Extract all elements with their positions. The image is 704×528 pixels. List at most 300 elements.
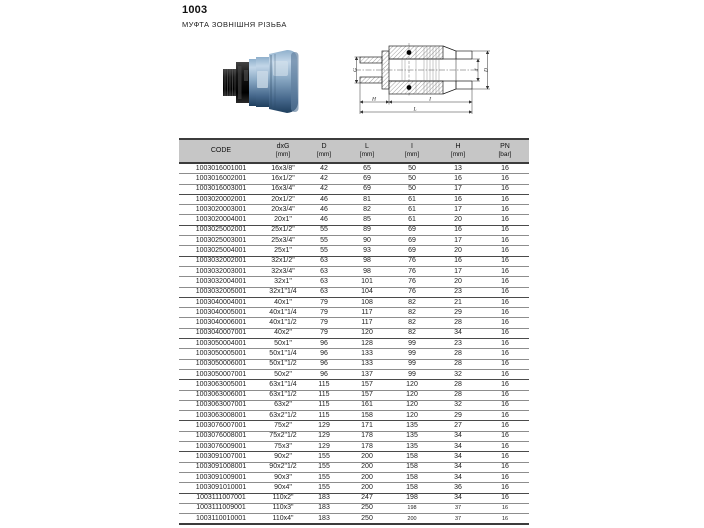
cell-value: 183 <box>318 514 330 522</box>
cell-value: 37 <box>454 515 462 522</box>
cell-value: 16 <box>481 493 529 503</box>
table-row <box>179 493 529 503</box>
cell-value: 16 <box>481 184 529 194</box>
cell-value: 79 <box>303 308 345 318</box>
cell-value: 82 <box>389 328 435 338</box>
cell-value: 16 <box>481 369 529 379</box>
cell-value: 115 <box>303 400 345 410</box>
cell-value: 117 <box>345 318 389 328</box>
cell-code: 1003050004001 <box>179 339 263 349</box>
table-row <box>179 225 529 235</box>
cell-value: 27 <box>435 421 481 431</box>
cell-value: 16 <box>481 215 529 225</box>
cell-value: 32x3/4" <box>263 266 303 276</box>
cell-value: 79 <box>303 297 345 307</box>
cell-value: 183 <box>303 503 345 513</box>
column-unit: [mm] <box>316 151 332 158</box>
cell-value: 16 <box>435 256 481 266</box>
column-unit: [mm] <box>450 151 466 158</box>
cell-value: 20x1/2" <box>263 194 303 204</box>
cell-value: 16x3/8" <box>263 163 303 174</box>
cell-value: 34 <box>435 452 481 462</box>
cell-value: 155 <box>303 472 345 482</box>
column-header-dxg <box>263 139 303 163</box>
cell-value: 23 <box>435 339 481 349</box>
cell-value: 34 <box>435 493 481 503</box>
dim-label-l: L <box>413 106 417 113</box>
cell-value: 17 <box>435 205 481 215</box>
cell-value: 90x3" <box>263 472 303 482</box>
table-row <box>179 318 529 328</box>
table-row <box>179 246 529 256</box>
cell-value: 16 <box>435 225 481 235</box>
cell-code: 1003091009001 <box>179 472 263 482</box>
cell-value: 63 <box>303 287 345 297</box>
cell-code: 1003076008001 <box>179 431 263 441</box>
cell-value: 82 <box>345 205 389 215</box>
cell-code: 1003032004001 <box>179 277 263 287</box>
cell-value: 20 <box>435 277 481 287</box>
cell-value: 55 <box>303 246 345 256</box>
cell-value: 16 <box>481 483 529 493</box>
cell-value: 20x1" <box>263 215 303 225</box>
cell-value: 155 <box>303 452 345 462</box>
cell-value: 32x1" <box>263 277 303 287</box>
cell-value: 200 <box>345 472 389 482</box>
cell-code: 1003016002001 <box>179 174 263 184</box>
cell-value: 69 <box>389 236 435 246</box>
cell-value: 32x1/2" <box>263 256 303 266</box>
table-body <box>179 163 529 524</box>
cell-value: 171 <box>345 421 389 431</box>
cell-value: 34 <box>435 431 481 441</box>
cell-value: 96 <box>303 359 345 369</box>
cell-value: 198 <box>389 503 435 513</box>
cell-value: 99 <box>389 369 435 379</box>
table-row <box>179 411 529 421</box>
cell-value: 120 <box>389 390 435 400</box>
cell-code: 1003063007001 <box>179 400 263 410</box>
cell-value: 93 <box>345 246 389 256</box>
cell-value: 115 <box>303 390 345 400</box>
cell-value: 50x1"1/4 <box>263 349 303 359</box>
cell-value: 89 <box>345 225 389 235</box>
table-row <box>179 174 529 184</box>
cell-value: 42 <box>303 174 345 184</box>
cell-value: 63x2"1/2 <box>263 411 303 421</box>
cell-value: 16 <box>481 174 529 184</box>
cell-value: 76 <box>389 256 435 266</box>
cell-value: 61 <box>389 205 435 215</box>
cell-value: 158 <box>389 472 435 482</box>
cell-value: 82 <box>389 308 435 318</box>
cell-value: 16 <box>481 411 529 421</box>
cell-value: 135 <box>389 421 435 431</box>
cell-value: 110x3" <box>263 503 303 513</box>
cell-value: 16 <box>481 349 529 359</box>
cell-code: 1003016001001 <box>179 163 263 174</box>
cell-value: 76 <box>389 287 435 297</box>
cell-code: 1003110010001 <box>195 514 247 522</box>
cell-value: 42 <box>303 184 345 194</box>
table-row <box>179 421 529 431</box>
cell-value: 16 <box>481 339 529 349</box>
cell-value: 96 <box>303 339 345 349</box>
cell-value: 76 <box>389 266 435 276</box>
table-row <box>179 462 529 472</box>
cell-value: 108 <box>345 297 389 307</box>
table-row <box>179 369 529 379</box>
cell-value: 34 <box>435 442 481 452</box>
cell-value: 40x2" <box>263 328 303 338</box>
cell-value: 155 <box>303 462 345 472</box>
cell-value: 133 <box>345 349 389 359</box>
cell-value: 16 <box>481 390 529 400</box>
cell-value: 16 <box>481 194 529 204</box>
cell-code: 1003025002001 <box>179 225 263 235</box>
column-label: D <box>321 143 327 150</box>
column-header-d <box>303 139 345 163</box>
table-row <box>179 163 529 174</box>
cell-value: 75x2" <box>263 421 303 431</box>
column-unit: [mm] <box>275 151 291 158</box>
table-row <box>179 503 529 513</box>
cell-value: 25x1" <box>263 246 303 256</box>
cell-value: 13 <box>435 163 481 174</box>
cell-value: 155 <box>303 483 345 493</box>
cell-value: 69 <box>389 225 435 235</box>
cell-value: 16x3/4" <box>263 184 303 194</box>
cell-value: 16 <box>501 515 509 522</box>
column-unit: [mm] <box>404 151 420 158</box>
table-row <box>179 287 529 297</box>
column-label: CODE <box>210 147 232 154</box>
table-row <box>179 442 529 452</box>
table-row <box>179 328 529 338</box>
cell-value: 16 <box>481 266 529 276</box>
cell-code: 1003076007001 <box>179 421 263 431</box>
cell-value: 55 <box>303 236 345 246</box>
cell-value: 157 <box>345 390 389 400</box>
cell-value: 55 <box>303 225 345 235</box>
cell-value: 16 <box>481 277 529 287</box>
cell-value: 198 <box>389 493 435 503</box>
cell-value: 90 <box>345 236 389 246</box>
cell-code: 1003076009001 <box>179 442 263 452</box>
cell-value: 28 <box>435 380 481 390</box>
cell-value: 34 <box>435 328 481 338</box>
cell-value: 137 <box>345 369 389 379</box>
dimensions-table <box>179 138 529 525</box>
cell-code: 1003063008001 <box>179 411 263 421</box>
cell-value: 50x1" <box>263 339 303 349</box>
cell-value: 200 <box>345 462 389 472</box>
cell-value: 50 <box>389 184 435 194</box>
cell-code: 1003040005001 <box>179 308 263 318</box>
cell-value: 101 <box>345 277 389 287</box>
cell-value: 158 <box>389 452 435 462</box>
table-row <box>179 266 529 276</box>
cell-value: 61 <box>389 215 435 225</box>
table-row <box>179 236 529 246</box>
cell-value: 28 <box>435 390 481 400</box>
cell-value: 23 <box>435 287 481 297</box>
column-label: dxG <box>276 143 290 150</box>
cell-value: 16 <box>481 236 529 246</box>
cell-value: 99 <box>389 339 435 349</box>
cell-value: 135 <box>389 431 435 441</box>
column-header-h <box>435 139 481 163</box>
table-row <box>179 400 529 410</box>
product-title: МУФТА ЗОВНІШНЯ РІЗЬБА <box>182 20 287 29</box>
cell-value: 16 <box>481 359 529 369</box>
cell-value: 82 <box>389 318 435 328</box>
table-row <box>179 359 529 369</box>
column-unit: [bar] <box>498 151 512 158</box>
table-row <box>179 349 529 359</box>
cell-value: 50x2" <box>263 369 303 379</box>
cell-value: 75x3" <box>263 442 303 452</box>
cell-value: 63 <box>303 256 345 266</box>
table-row <box>179 472 529 482</box>
cell-value: 98 <box>345 266 389 276</box>
cell-value: 40x1" <box>263 297 303 307</box>
cell-value: 16 <box>481 472 529 482</box>
table-row <box>179 308 529 318</box>
dim-label-d-inner: d <box>474 68 480 72</box>
cell-value: 76 <box>389 277 435 287</box>
cell-code: 1003091010001 <box>179 483 263 493</box>
dim-label-i: I <box>429 96 431 103</box>
cell-value: 117 <box>345 308 389 318</box>
cell-value: 16 <box>481 205 529 215</box>
cell-code: 1003040004001 <box>179 297 263 307</box>
cell-value: 120 <box>389 411 435 421</box>
cell-value: 16 <box>481 442 529 452</box>
cell-value: 129 <box>303 431 345 441</box>
cell-value: 17 <box>435 184 481 194</box>
cell-code: 1003040007001 <box>179 328 263 338</box>
cell-value: 98 <box>345 256 389 266</box>
column-label: PN <box>500 143 510 150</box>
cell-value: 34 <box>435 472 481 482</box>
column-header-code <box>179 139 263 163</box>
cell-value: 157 <box>345 380 389 390</box>
cell-value: 128 <box>345 339 389 349</box>
cell-code: 1003063006001 <box>179 390 263 400</box>
cell-value: 158 <box>345 411 389 421</box>
cell-value: 42 <box>303 163 345 174</box>
cell-value: 63 <box>303 266 345 276</box>
cell-value: 25x1/2" <box>263 225 303 235</box>
cell-code: 1003050006001 <box>179 359 263 369</box>
cell-value: 36 <box>435 483 481 493</box>
cell-value: 247 <box>345 493 389 503</box>
cell-value: 90x4" <box>263 483 303 493</box>
cell-value: 115 <box>303 411 345 421</box>
cell-code: 1003091008001 <box>179 462 263 472</box>
cell-code: 1003050007001 <box>179 369 263 379</box>
cell-value: 115 <box>303 380 345 390</box>
cell-value: 16 <box>481 421 529 431</box>
cell-value: 96 <box>303 349 345 359</box>
cell-value: 16 <box>481 431 529 441</box>
cell-value: 20x3/4" <box>263 205 303 215</box>
dim-label-d-outer: D <box>483 68 490 72</box>
cell-value: 40x1"1/4 <box>263 308 303 318</box>
column-label: I <box>411 143 413 150</box>
table-row <box>179 194 529 204</box>
cell-value: 120 <box>389 380 435 390</box>
cell-code: 1003040006001 <box>179 318 263 328</box>
header-row <box>179 139 529 163</box>
cell-value: 50x1"1/2 <box>263 359 303 369</box>
cell-value: 46 <box>303 194 345 204</box>
table-row <box>179 431 529 441</box>
cell-value: 16 <box>481 503 529 513</box>
cell-value: 37 <box>435 503 481 513</box>
cell-value: 250 <box>361 514 373 522</box>
cell-value: 178 <box>345 431 389 441</box>
cell-value: 104 <box>345 287 389 297</box>
cell-value: 129 <box>303 442 345 452</box>
cell-value: 16 <box>481 256 529 266</box>
cell-value: 178 <box>345 442 389 452</box>
technical-diagram <box>352 36 498 122</box>
cell-value: 200 <box>345 483 389 493</box>
table-row <box>179 390 529 400</box>
table-row <box>179 297 529 307</box>
cell-value: 17 <box>435 236 481 246</box>
cell-value: 16 <box>481 225 529 235</box>
cell-value: 16 <box>481 328 529 338</box>
cell-value: 50 <box>389 174 435 184</box>
cell-code: 1003032002001 <box>179 256 263 266</box>
cell-value: 29 <box>435 308 481 318</box>
cell-code: 1003063005001 <box>179 380 263 390</box>
cell-value: 16x1/2" <box>263 174 303 184</box>
cell-value: 158 <box>389 483 435 493</box>
cell-value: 34 <box>435 462 481 472</box>
cell-value: 16 <box>481 462 529 472</box>
cell-value: 250 <box>345 503 389 513</box>
cell-value: 90x2" <box>263 452 303 462</box>
cell-value: 120 <box>345 328 389 338</box>
cell-value: 200 <box>407 515 417 522</box>
cell-value: 17 <box>435 266 481 276</box>
table-row <box>179 184 529 194</box>
table-row <box>179 452 529 462</box>
cell-value: 16 <box>435 174 481 184</box>
table-row <box>179 380 529 390</box>
cell-value: 183 <box>303 493 345 503</box>
cell-value: 69 <box>345 174 389 184</box>
cell-value: 65 <box>345 163 389 174</box>
cell-value: 110x2" <box>263 493 303 503</box>
cell-code: 1003091007001 <box>179 452 263 462</box>
cell-value: 161 <box>345 400 389 410</box>
cell-value: 99 <box>389 349 435 359</box>
cell-value: 16 <box>481 163 529 174</box>
cell-value: 20 <box>435 215 481 225</box>
cell-value: 16 <box>481 287 529 297</box>
cell-value: 16 <box>481 297 529 307</box>
cell-value: 29 <box>435 411 481 421</box>
dim-label-h: H <box>372 96 376 103</box>
table-row <box>179 483 529 493</box>
cell-value: 110x4" <box>272 514 294 522</box>
cell-value: 28 <box>435 318 481 328</box>
cell-value: 96 <box>303 369 345 379</box>
cell-value: 32 <box>435 369 481 379</box>
cell-value: 16 <box>481 452 529 462</box>
cell-code: 1003111007001 <box>179 493 263 503</box>
cell-value: 129 <box>303 421 345 431</box>
cell-value: 61 <box>389 194 435 204</box>
cell-value: 28 <box>435 359 481 369</box>
cell-value: 16 <box>481 318 529 328</box>
cell-code: 1003025004001 <box>179 246 263 256</box>
cell-value: 16 <box>481 308 529 318</box>
cell-value: 158 <box>389 462 435 472</box>
table-row <box>179 215 529 225</box>
cell-value: 46 <box>303 215 345 225</box>
cell-value: 16 <box>435 194 481 204</box>
cell-value: 63x1"1/2 <box>263 390 303 400</box>
cell-value: 25x3/4" <box>263 236 303 246</box>
cell-value: 50 <box>389 163 435 174</box>
cell-value: 20 <box>435 246 481 256</box>
cell-value: 120 <box>389 400 435 410</box>
cell-value: 16 <box>481 400 529 410</box>
column-label: H <box>455 143 461 150</box>
cell-value: 32 <box>435 400 481 410</box>
cell-code: 1003020004001 <box>179 215 263 225</box>
cell-code: 1003020003001 <box>179 205 263 215</box>
fitting-photo-shapes <box>223 50 299 113</box>
column-label: L <box>365 143 369 150</box>
cell-value: 63x1"1/4 <box>263 380 303 390</box>
product-photo <box>221 45 303 119</box>
table-row <box>179 514 529 525</box>
cell-value: 16 <box>481 380 529 390</box>
table-row <box>179 277 529 287</box>
cell-code: 1003025003001 <box>179 236 263 246</box>
cell-value: 75x2"1/2 <box>263 431 303 441</box>
cell-value: 32x1"1/4 <box>263 287 303 297</box>
table-row <box>179 205 529 215</box>
cell-value: 99 <box>389 359 435 369</box>
cell-value: 79 <box>303 328 345 338</box>
column-header-pn <box>481 139 529 163</box>
column-header-i <box>389 139 435 163</box>
cell-value: 63x2" <box>263 400 303 410</box>
cell-code: 1003032005001 <box>179 287 263 297</box>
cell-value: 69 <box>345 184 389 194</box>
cell-value: 200 <box>345 452 389 462</box>
table-row <box>179 339 529 349</box>
cell-code: 1003050005001 <box>179 349 263 359</box>
cell-value: 28 <box>435 349 481 359</box>
product-code: 1003 <box>182 4 208 16</box>
cell-value: 79 <box>303 318 345 328</box>
cell-value: 63 <box>303 277 345 287</box>
cell-value: 82 <box>389 297 435 307</box>
cell-value: 69 <box>389 246 435 256</box>
cell-code: 1003111009001 <box>179 503 263 513</box>
cell-value: 21 <box>435 297 481 307</box>
cell-value: 135 <box>389 442 435 452</box>
